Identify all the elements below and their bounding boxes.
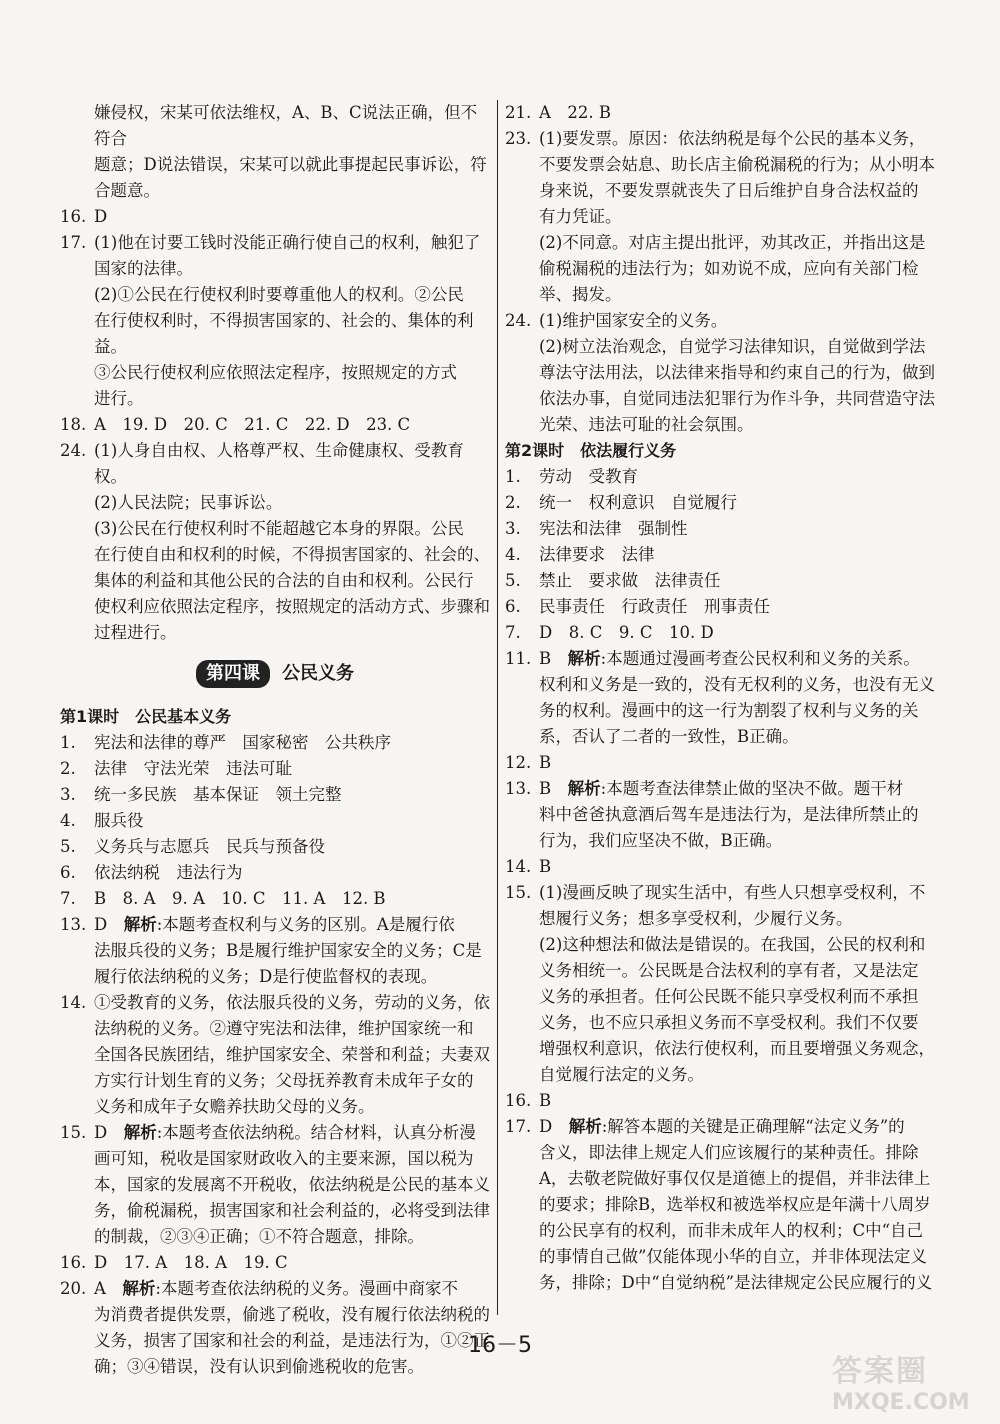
text-line: 全国各民族团结，维护国家安全、荣誉和利益；夫妻双 <box>94 1045 490 1064</box>
text-line: A，去敬老院做好事仅仅是道德上的提倡，并非法律上 <box>539 1169 931 1188</box>
analysis-label: 解析 <box>122 1279 156 1298</box>
answer-text: B <box>539 1091 552 1110</box>
text-line: (1)维护国家安全的义务。 <box>539 311 728 330</box>
text-line: 想履行义务；想多享受权利，少履行义务。 <box>539 909 853 928</box>
text-line: :解答本题的关键是正确理解“法定义务”的 <box>601 1117 905 1136</box>
text-line: (1)人身自由权、人格尊严权、生命健康权、受教育权。 <box>94 441 464 486</box>
answer-item <box>60 782 490 808</box>
text-line: 举、揭发。 <box>539 285 622 304</box>
question-number: 13. <box>505 779 532 798</box>
answer-15 <box>505 880 935 1088</box>
answer-item <box>60 834 490 860</box>
question-number: 2. <box>505 493 521 512</box>
text-line: 义务，也不应只承担义务而不享受权利。我们不仅要 <box>539 1013 919 1032</box>
text-line: 含义，即法律上规定人们应该履行的某种责任。排除 <box>539 1143 919 1162</box>
question-number: 24. <box>60 441 87 460</box>
question-number: 21. <box>505 103 532 122</box>
text-line: 义务相统一。公民既是合法权利的享有者，又是法定 <box>539 961 919 980</box>
question-number: 5. <box>505 571 521 590</box>
question-number: 11. <box>505 649 532 668</box>
text-line: 料中爸爸执意酒后驾车是违法行为，是法律所禁止的 <box>539 805 919 824</box>
answer-24 <box>505 308 935 438</box>
left-column <box>60 100 490 1380</box>
text-line: 身来说，不要发票就丧失了日后维护自身合法权益的 <box>539 181 919 200</box>
text-line: 光荣、违法可耻的社会氛围。 <box>539 415 754 434</box>
answer-21-22 <box>505 100 935 126</box>
text-line: 权利和义务是一致的，没有无权利的义务，也没有无义 <box>539 675 935 694</box>
question-number: 24. <box>505 311 532 330</box>
answer-letter: D <box>539 1117 553 1136</box>
right-column <box>505 100 935 1296</box>
text-line: 务，偷税漏税，损害国家和社会利益的，必将受到法律 <box>94 1201 490 1220</box>
text-line: 的公民享有的权利，而非未成年人的权利；C中“自己 <box>539 1221 924 1240</box>
question-number: 6. <box>505 597 521 616</box>
answer-12 <box>505 750 935 776</box>
answer-11 <box>505 646 935 750</box>
text-line: (2)人民法院；民事诉讼。 <box>94 493 283 512</box>
text-line: (1)他在讨要工钱时没能正确行使自己的权利，触犯了 <box>94 233 481 252</box>
question-number: 13. <box>60 915 87 934</box>
text-line: 系，否认了二者的一致性，B正确。 <box>539 727 799 746</box>
question-number: 23. <box>505 129 532 148</box>
answer-text: D <box>94 207 108 226</box>
answer-text: 统一 权利意识 自觉履行 <box>539 493 737 512</box>
text-line: 履行依法纳税的义务；D是行使监督权的表现。 <box>94 967 438 986</box>
answer-letter: A <box>94 1279 106 1298</box>
answer-item <box>505 516 935 542</box>
question-number: 17. <box>505 1117 532 1136</box>
answer-16 <box>505 1088 935 1114</box>
text-line: ③公民行使权利应依照法定程序，按照规定的方式 <box>94 363 457 382</box>
question-number: 16. <box>60 207 87 226</box>
question-number: 7. <box>60 889 76 908</box>
text-line: (2)不同意。对店主提出批评，劝其改正，并指出这是 <box>539 233 926 252</box>
text-line: :本题通过漫画考查公民权利和义务的关系。 <box>600 649 920 668</box>
answer-text: 法律要求 法律 <box>539 545 655 564</box>
text-line: 有力凭证。 <box>539 207 622 226</box>
answer-item <box>60 886 490 912</box>
text-line: 在行使自由和权利的时候，不得损害国家的、社会的、 <box>94 545 490 564</box>
answer-text: 劳动 受教育 <box>539 467 638 486</box>
question-number: 5. <box>60 837 76 856</box>
answer-17 <box>60 230 490 412</box>
text-line: 偷税漏税的违法行为；如劝说不成，应向有关部门检 <box>539 259 919 278</box>
section-heading: 第2课时 依法履行义务 <box>505 441 677 460</box>
answer-item <box>60 730 490 756</box>
answer-text: 民事责任 行政责任 刑事责任 <box>539 597 770 616</box>
text-line: 义务，损害了国家和社会的利益，是违法行为，①②正 <box>94 1331 490 1350</box>
text-line: 自觉履行法定的义务。 <box>539 1065 704 1084</box>
text-line: 增强权利意识，依法行使权利，而且要增强义务观念， <box>539 1039 935 1058</box>
answer-item <box>60 756 490 782</box>
answer-16-19 <box>60 1250 490 1276</box>
question-number: 1. <box>505 467 521 486</box>
lesson-title: 公民义务 <box>282 663 354 684</box>
answer-text: 义务兵与志愿兵 民兵与预备役 <box>94 837 325 856</box>
question-number: 17. <box>60 233 87 252</box>
text-line: 题意；D说法错误，宋某可以就此事提起民事诉讼，符 <box>94 155 487 174</box>
answer-14 <box>60 990 490 1120</box>
answer-23 <box>505 126 935 308</box>
question-number: 4. <box>60 811 76 830</box>
text-line: 嫌侵权，宋某可依法维权，A、B、C说法正确，但不符合 <box>94 103 478 148</box>
answer-text: A 22. B <box>539 103 612 122</box>
text-line: 进行。 <box>94 389 144 408</box>
text-line: 不要发票会姑息、助长店主偷税漏税的行为；从小明本 <box>539 155 935 174</box>
analysis-label: 解析 <box>568 1117 602 1136</box>
text-line: 确；③④错误，没有认识到偷逃税收的危害。 <box>94 1357 424 1376</box>
analysis-label: 解析 <box>123 915 157 934</box>
text-line: 合题意。 <box>94 181 160 200</box>
answer-letter: D <box>94 1123 108 1142</box>
text-line: :本题考查法律禁止做的坚决不做。题干材 <box>600 779 904 798</box>
answer-16 <box>60 204 490 230</box>
text-line: :本题考查依法纳税。结合材料，认真分析漫 <box>156 1123 476 1142</box>
answer-item <box>60 808 490 834</box>
page-number: 16－5 <box>468 1333 532 1358</box>
text-line: 画可知，税收是国家财政收入的主要来源，国以税为 <box>94 1149 474 1168</box>
answer-text: B <box>539 857 552 876</box>
analysis-label: 解析 <box>567 779 601 798</box>
text-line: 本，国家的发展离不开税收，依法纳税是公民的基本义 <box>94 1175 490 1194</box>
answer-text: 法律 守法光荣 违法可耻 <box>94 759 292 778</box>
text-line: (2)这种想法和做法是错误的。在我国，公民的权利和 <box>539 935 926 954</box>
answer-text: 宪法和法律 强制性 <box>539 519 688 538</box>
answer-item <box>505 542 935 568</box>
text-line: 法纳税的义务。②遵守宪法和法律，维护国家统一和 <box>94 1019 474 1038</box>
question-number: 15. <box>60 1123 87 1142</box>
text-line: 为消费者提供发票，偷逃了税收，没有履行依法纳税的 <box>94 1305 490 1324</box>
answer-15 <box>60 1120 490 1250</box>
question-number: 4. <box>505 545 521 564</box>
question-number: 12. <box>505 753 532 772</box>
analysis-label: 解析 <box>123 1123 157 1142</box>
answer-item <box>505 594 935 620</box>
question-number: 15. <box>505 883 532 902</box>
question-number: 20. <box>60 1279 87 1298</box>
answer-text: D 8. C 9. C 10. D <box>539 623 714 642</box>
text-line: 行为，我们应坚决不做，B正确。 <box>539 831 783 850</box>
watermark-text: 答案圈 <box>832 1354 928 1389</box>
text-line: 务，排除；D中“自觉纳税”是法律规定公民应履行的义 <box>539 1273 933 1292</box>
question-number: 14. <box>505 857 532 876</box>
question-number: 2. <box>60 759 76 778</box>
text-line: :本题考查权利与义务的区别。A是履行依 <box>156 915 455 934</box>
intro-answer <box>60 100 490 204</box>
text-line: 尊法守法用法，以法律来指导和约束自己的行为，做到 <box>539 363 935 382</box>
answer-24 <box>60 438 490 646</box>
answer-text: 宪法和法律的尊严 国家秘密 公共秩序 <box>94 733 391 752</box>
text-line: 务的权利。漫画中的这一行为割裂了权利与义务的关 <box>539 701 919 720</box>
text-line: 的事情自己做”仅能体现小华的自立，并非体现法定义 <box>539 1247 927 1266</box>
question-number: 3. <box>505 519 521 538</box>
question-number: 7. <box>505 623 521 642</box>
answer-14 <box>505 854 935 880</box>
text-line: (1)漫画反映了现实生活中，有些人只想享受权利，不 <box>539 883 926 902</box>
answer-text: 禁止 要求做 法律责任 <box>539 571 721 590</box>
question-number: 1. <box>60 733 76 752</box>
answer-item <box>505 490 935 516</box>
answer-letter: D <box>94 915 108 934</box>
text-line: (2)①公民在行使权利时要尊重他人的权利。②公民 <box>94 285 464 304</box>
answer-text: 统一多民族 基本保证 领土完整 <box>94 785 342 804</box>
text-line: 集体的利益和其他公民的合法的自由和权利。公民行 <box>94 571 474 590</box>
answer-text: 依法纳税 违法行为 <box>94 863 243 882</box>
answer-item <box>505 568 935 594</box>
question-number: 14. <box>60 993 87 1012</box>
text-line: 义务和成年子女赡养扶助父母的义务。 <box>94 1097 375 1116</box>
text-line: 依法办事，自觉同违法犯罪行为作斗争，共同营造守法 <box>539 389 935 408</box>
question-number: 16. <box>60 1253 87 1272</box>
answer-item <box>505 620 935 646</box>
text-line: 国家的法律。 <box>94 259 193 278</box>
answer-item <box>505 464 935 490</box>
answer-18-23 <box>60 412 490 438</box>
text-line: ①受教育的义务，依法服兵役的义务，劳动的义务，依 <box>94 993 490 1012</box>
answer-item <box>60 860 490 886</box>
text-line: 方实行计划生育的义务；父母抚养教育未成年子女的 <box>94 1071 474 1090</box>
question-number: 16. <box>505 1091 532 1110</box>
question-number: 3. <box>60 785 76 804</box>
lesson-heading <box>60 660 490 688</box>
column-divider <box>497 100 498 1315</box>
text-line: 的制裁，②③④正确；①不符合题意，排除。 <box>94 1227 424 1246</box>
answer-text: B 8. A 9. A 10. C 11. A 12. B <box>94 889 386 908</box>
watermark-logo <box>832 1346 982 1416</box>
text-line: 义务的承担者。任何公民既不能只享受权利而不承担 <box>539 987 919 1006</box>
question-number: 18. <box>60 415 87 434</box>
answer-13 <box>505 776 935 854</box>
answer-text: B <box>539 753 552 772</box>
answer-text: D 17. A 18. A 19. C <box>94 1253 288 1272</box>
text-line: :本题考查依法纳税的义务。漫画中商家不 <box>155 1279 458 1298</box>
analysis-label: 解析 <box>567 649 601 668</box>
text-line: 在行使权利时，不得损害国家的、社会的、集体的利益。 <box>94 311 474 356</box>
text-line: 使权利应依照法定程序，按照规定的活动方式、步骤和 <box>94 597 490 616</box>
answer-letter: B <box>539 779 552 798</box>
section-heading: 第1课时 公民基本义务 <box>60 707 232 726</box>
text-line: (1)要发票。原因：依法纳税是每个公民的基本义务， <box>539 129 926 148</box>
answer-13 <box>60 912 490 990</box>
answer-17 <box>505 1114 935 1296</box>
text-line: 过程进行。 <box>94 623 177 642</box>
text-line: 法服兵役的义务；B是履行维护国家安全的义务；C是 <box>94 941 482 960</box>
answer-text: 服兵役 <box>94 811 144 830</box>
watermark-url: MXQE.COM <box>832 1390 970 1415</box>
lesson-badge: 第四课 <box>196 660 270 688</box>
text-line: 的要求；排除B，选举权和被选举权应是年满十八周岁 <box>539 1195 931 1214</box>
answer-text: A 19. D 20. C 21. C 22. D 23. C <box>94 415 411 434</box>
question-number: 6. <box>60 863 76 882</box>
text-line: (2)树立法治观念，自觉学习法律知识，自觉做到学法 <box>539 337 926 356</box>
text-line: (3)公民在行使权利时不能超越它本身的界限。公民 <box>94 519 464 538</box>
answer-letter: B <box>539 649 552 668</box>
